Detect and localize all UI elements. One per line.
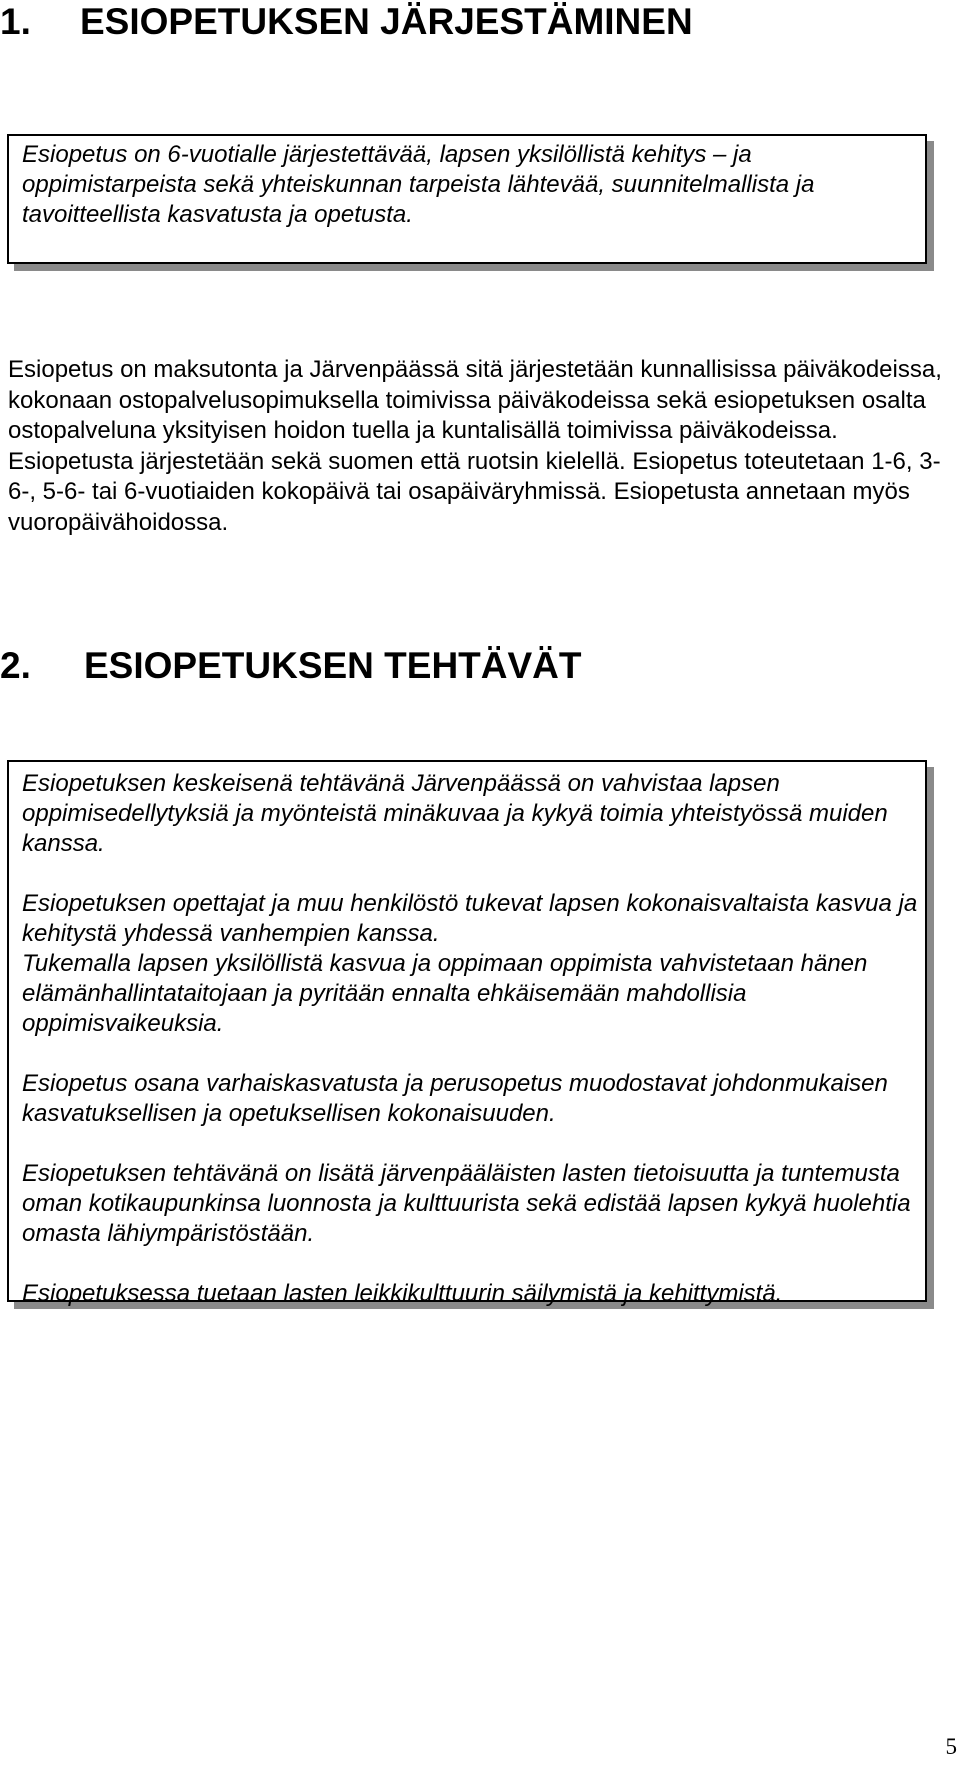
task-paragraph: Esiopetus osana varhaiskasvatusta ja perusopetus muodostavat johdonmukaisen kasvatuksellisen ja opetuksellisen kokonaisuuden. — [22, 1070, 888, 1127]
task-paragraph: Esiopetuksen tehtävänä on lisätä järvenpääläisten lasten tietoisuutta ja tuntemusta oman kotikaupunkinsa luonnosta ja kulttuurista sekä edistää lapsen kykyä huolehtia omasta lähiympäristöstään. — [22, 1160, 911, 1247]
task-paragraph: Esiopetuksessa tuetaan lasten leikkikulttuurin säilymistä ja kehittymistä. — [22, 1280, 783, 1307]
task-paragraph: Tukemalla lapsen yksilöllistä kasvua ja oppimaan oppimista vahvistetaan hänen elämänhallintataitojaan ja pyritään ennalta ehkäisemään mahdollisia oppimisvaikeuksia. — [22, 950, 868, 1037]
section-1-paragraph: Esiopetus on maksutonta ja Järvenpäässä sitä järjestetään kunnallisissa päiväkodeissa, kokonaan ostopalvelusopimuksella toimivissa päiväkodeissa sekä esiopetuksen osalta ostopalveluna yksityisen hoidon tuella ja kuntalisällä toimivissa päiväkodeissa. Esiopetusta järjestetään sekä suomen että ruotsin kielellä. Esiopetus toteutetaan 1-6, 3-6-, 5-6- tai 6-vuotiaiden kokopäivä tai osapäiväryhmissä. Esiopetusta annetaan myös vuoropäivähoidossa. — [8, 356, 942, 536]
section-1-number: 1. — [0, 1, 31, 42]
page-number: 5 — [945, 1734, 957, 1759]
section-2-tasks-box — [7, 760, 927, 1307]
section-1-heading — [0, 0, 693, 44]
task-paragraph: Esiopetuksen keskeisenä tehtävänä Järvenpäässä on vahvistaa lapsen oppimisedellytyksiä ja myönteistä minäkuvaa ja kykyä toimia yhteistyössä muiden kanssa. — [22, 770, 888, 857]
section-1-definition-text: Esiopetus on 6-vuotialle järjestettävää, lapsen yksilöllistä kehitys – ja oppimistarpeista sekä yhteiskunnan tarpeista lähtevää, suunnitelmallista ja tavoitteellista kasvatusta ja opetusta. — [22, 141, 815, 228]
section-2-title: ESIOPETUKSEN TEHTÄVÄT — [84, 645, 582, 686]
section-2-heading — [0, 644, 582, 688]
section-1-definition-box — [7, 134, 927, 264]
task-paragraph: Esiopetuksen opettajat ja muu henkilöstö tukevat lapsen kokonaisvaltaista kasvua ja kehitystä yhdessä vanhempien kanssa. — [22, 890, 918, 947]
section-1-title: ESIOPETUKSEN JÄRJESTÄMINEN — [80, 1, 693, 42]
section-2-number: 2. — [0, 645, 31, 686]
